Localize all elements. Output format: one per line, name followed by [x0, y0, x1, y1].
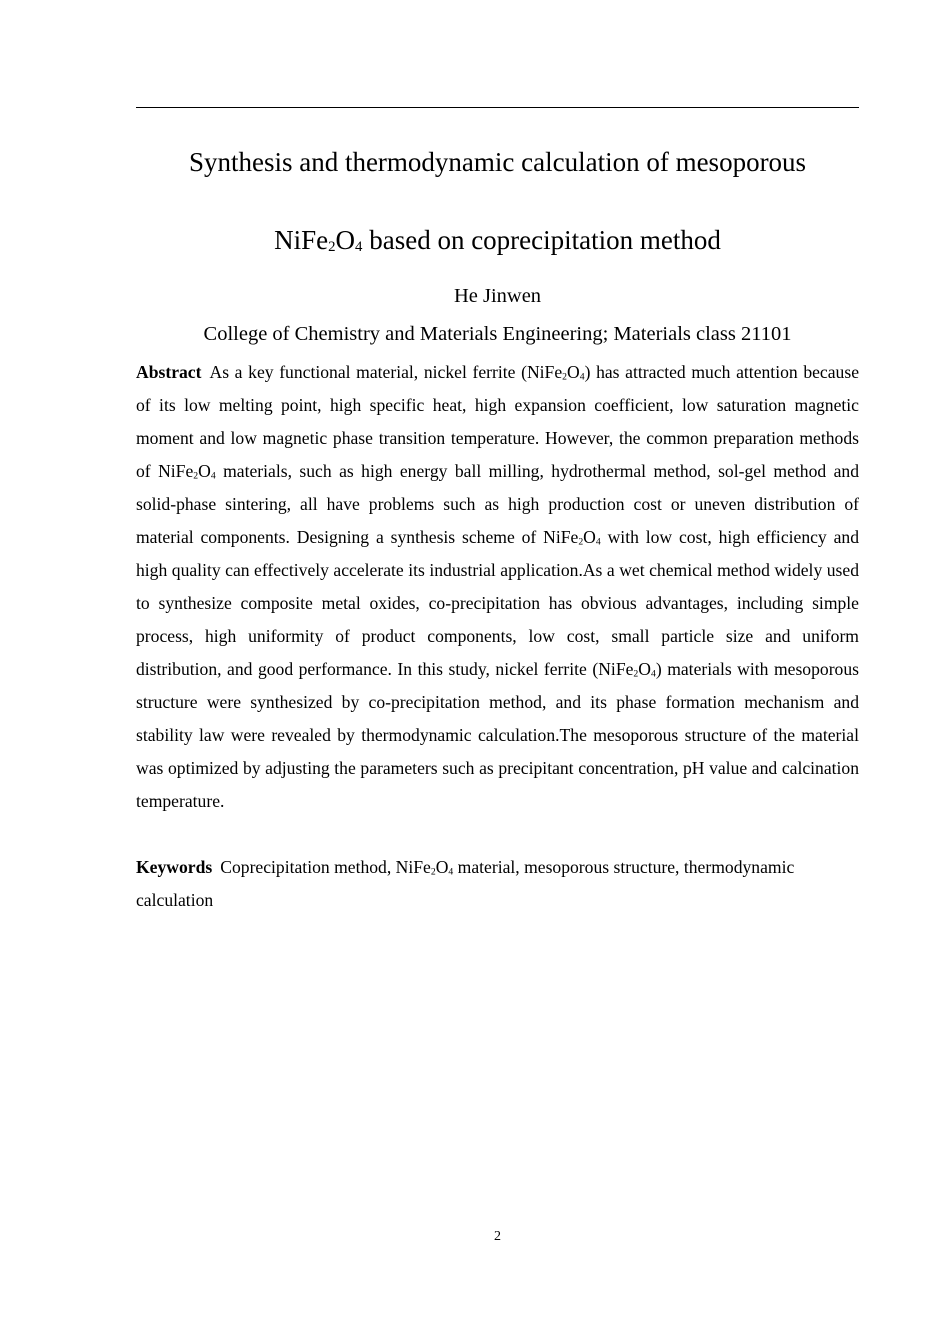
keywords-sub-b: 4 — [448, 866, 454, 878]
keywords-text-1: Coprecipitation method, NiFe — [220, 857, 431, 877]
abstract-sub-4a: 2 — [633, 668, 639, 680]
abstract-text-1: As a key functional material, nickel ferrite (NiFe — [209, 362, 563, 382]
paper-title-line-2 — [136, 224, 859, 256]
title-formula-o: O — [335, 225, 356, 255]
keywords-o: O — [435, 857, 449, 877]
header-rule — [136, 107, 859, 108]
title-formula-sub-2: 2 — [328, 239, 336, 256]
abstract-label: Abstract — [136, 362, 202, 382]
keywords-text-2: material, mesoporous structure, thermodynamic calculation — [136, 857, 795, 910]
page-number: 2 — [494, 1229, 501, 1244]
abstract-o-4: O — [638, 659, 651, 679]
abstract-sub-2b: 4 — [210, 470, 216, 482]
keywords-label: Keywords — [136, 857, 213, 877]
abstract-text-5: ) materials with mesoporous structure were synthesized by co-precipitation method, and its phase formation mechanism and stability law were revealed by thermodynamic calculation.The mesoporous structure of the material was optimized by adjusting the parameters such as precipitant concentration, pH value and calcination temperature. — [136, 659, 859, 811]
abstract-o-1: O — [567, 362, 580, 382]
abstract-text-3: materials, such as high energy ball milling, hydrothermal method, sol-gel method and solid-phase sintering, all have problems such as high production cost or uneven distribution of material components. Designing a synthesis scheme of NiFe — [136, 461, 859, 547]
abstract-paragraph — [136, 356, 859, 818]
abstract-sub-1b: 4 — [579, 371, 585, 383]
abstract-text-2: ) has attracted much attention because of its low melting point, high specific heat, high expansion coefficient, low saturation magnetic moment and low magnetic phase transition temperature. However, the common preparation methods of NiFe — [136, 362, 859, 481]
author-name: He Jinwen — [453, 285, 542, 307]
title-formula-ni-fe: NiFe — [274, 225, 329, 255]
abstract-sub-3b: 4 — [595, 536, 601, 548]
keywords-sub-a: 2 — [430, 866, 436, 878]
author-affiliation: College of Chemistry and Materials Engineering; Materials class 21101 — [203, 323, 792, 345]
title-formula-sub-4: 4 — [355, 239, 363, 256]
abstract-sub-3a: 2 — [578, 536, 584, 548]
abstract-o-3: O — [583, 527, 596, 547]
abstract-o-2: O — [198, 461, 211, 481]
abstract-text-4: with low cost, high efficiency and high quality can effectively accelerate its industrial application.As a wet chemical method widely used to synthesize composite metal oxides, co-precipitation has obvious advantages, including simple process, high uniformity of product components, low cost, small particle size and uniform distribution, and good performance. In this study, nickel ferrite (NiFe — [136, 527, 859, 679]
abstract-sub-4b: 4 — [650, 668, 656, 680]
abstract-sub-1a: 2 — [562, 371, 567, 383]
abstract-sub-2a: 2 — [193, 470, 199, 482]
paper-title-line-1: Synthesis and thermodynamic calculation of mesoporous — [188, 147, 807, 177]
keywords-paragraph — [136, 851, 859, 917]
title-line-2-rest: based on coprecipitation method — [362, 225, 721, 255]
